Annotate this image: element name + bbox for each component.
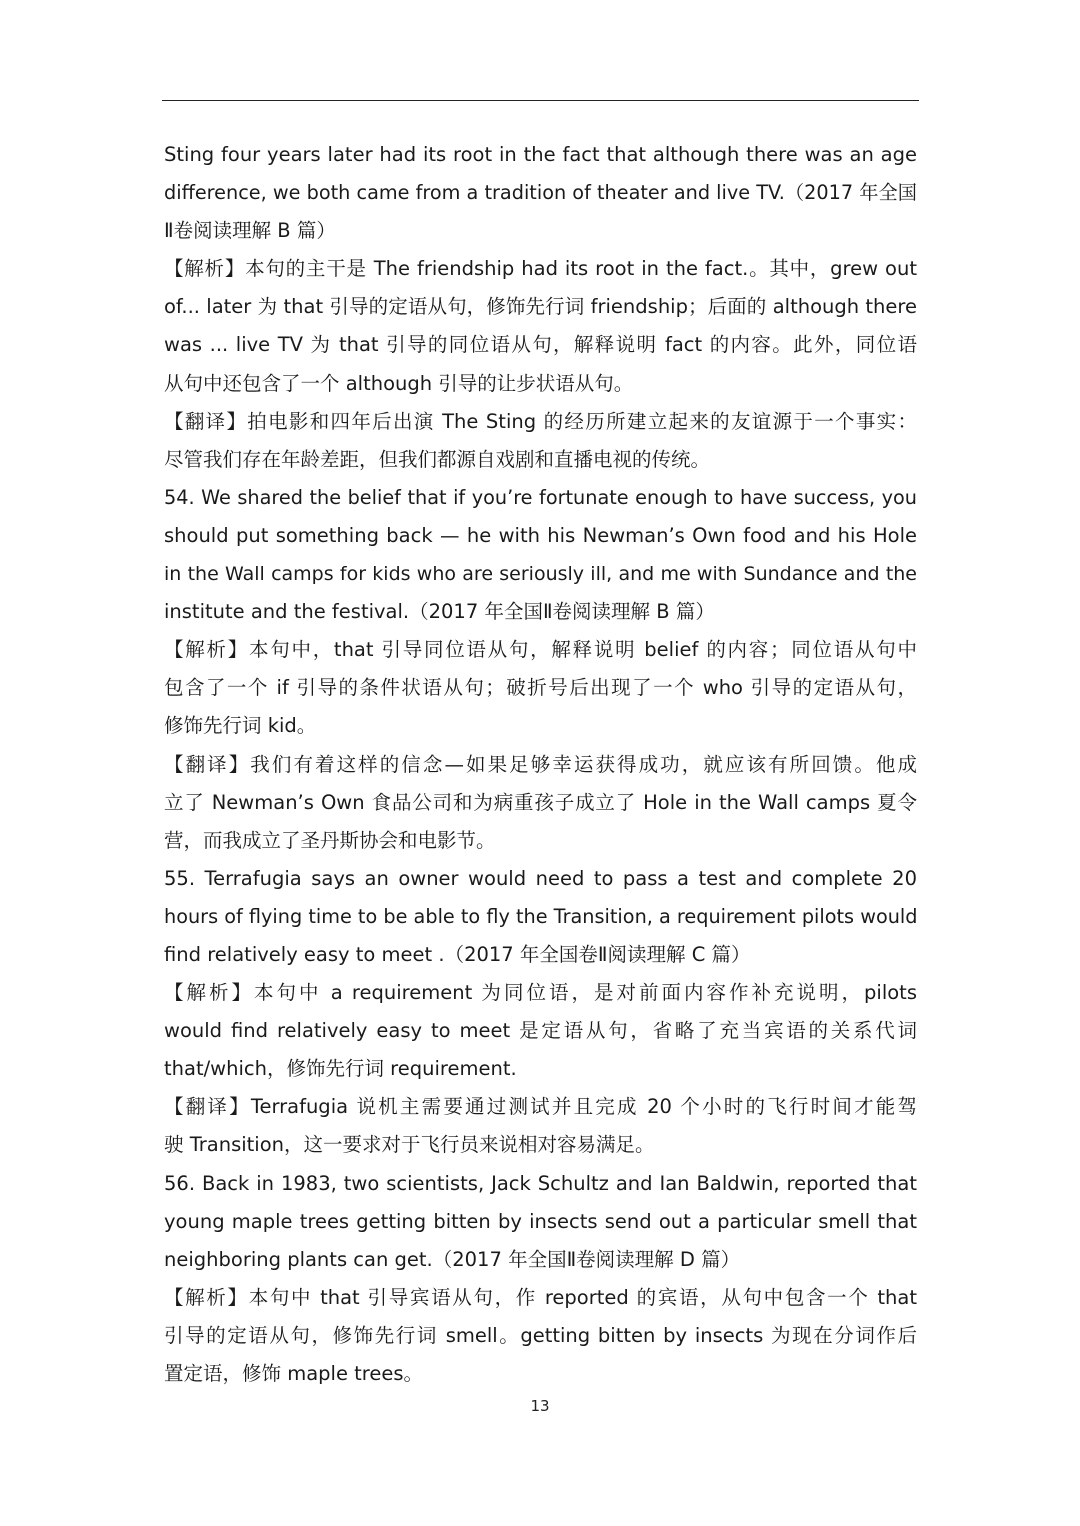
text-line: that/which，修饰先行词 requirement. bbox=[164, 1057, 517, 1081]
text-line: 引导的定语从句，修饰先行词 smell。getting bitten by insects 为现在分词作后 bbox=[164, 1323, 917, 1347]
text-line: in the Wall camps for kids who are seriously ill, and me with Sundance and the bbox=[164, 563, 917, 586]
document-body bbox=[164, 136, 917, 1393]
text-line: 营，而我成立了圣丹斯协会和电影节。 bbox=[164, 828, 496, 852]
text-line: 【翻译】拍电影和四年后出演 The Sting 的经历所建立起来的友谊源于一个事实： bbox=[164, 409, 917, 433]
text-line: 修饰先行词 kid。 bbox=[164, 714, 317, 738]
text-line: 【解析】本句中 that 引导宾语从句，作 reported 的宾语，从句中包含一个 that bbox=[164, 1285, 917, 1309]
text-line: 包含了一个 if 引导的条件状语从句；破折号后出现了一个 who 引导的定语从句， bbox=[164, 676, 917, 700]
text-line: difference, we both came from a tradition of theater and live TV.（2017 年全国 bbox=[164, 181, 917, 205]
text-line: 尽管我们存在年龄差距，但我们都源自戏剧和直播电视的传统。 bbox=[164, 447, 711, 471]
text-line: 55. Terrafugia says an owner would need to pass a test and complete 20 bbox=[164, 866, 917, 890]
text-line: 立了 Newman’s Own 食品公司和为病重孩子成立了 Hole in the Wall camps 夏令 bbox=[164, 790, 917, 814]
text-line: should put something back — he with his Newman’s Own food and his Hole bbox=[164, 523, 917, 547]
text-line: Ⅱ卷阅读理解 B 篇） bbox=[164, 219, 336, 243]
text-line: 置定语，修饰 maple trees。 bbox=[164, 1362, 424, 1385]
text-line: find relatively easy to meet .（2017 年全国卷Ⅱ阅读理解 C 篇） bbox=[164, 942, 751, 966]
text-line: 54. We shared the belief that if you’re fortunate enough to have success, you bbox=[164, 485, 917, 509]
text-line: 【解析】本句的主干是 The friendship had its root in the fact.。其中，grew out bbox=[164, 257, 917, 281]
text-line: of... later 为 that 引导的定语从句，修饰先行词 friendship；后面的 although there bbox=[164, 295, 917, 319]
text-line: hours of flying time to be able to fly the Transition, a requirement pilots would bbox=[164, 904, 918, 928]
text-line: Sting four years later had its root in the fact that although there was an age bbox=[164, 143, 917, 166]
text-line: would find relatively easy to meet 是定语从句，省略了充当宾语的关系代词 bbox=[164, 1019, 917, 1043]
text-line: 【翻译】Terrafugia 说机主需要通过测试并且完成 20 个小时的飞行时间才能驾 bbox=[164, 1095, 917, 1119]
text-line: 【翻译】我们有着这样的信念—如果足够幸运获得成功，就应该有所回馈。他成 bbox=[164, 752, 917, 776]
text-line: 56. Back in 1983, two scientists, Jack Schultz and Ian Baldwin, reported that bbox=[164, 1171, 917, 1195]
text-line: institute and the festival.（2017 年全国Ⅱ卷阅读理解 B 篇） bbox=[164, 600, 715, 624]
text-line: young maple trees getting bitten by insects send out a particular smell that bbox=[164, 1209, 917, 1233]
text-line: 【解析】本句中，that 引导同位语从句，解释说明 belief 的内容；同位语从句中 bbox=[164, 638, 917, 662]
header-rule bbox=[162, 100, 919, 101]
text-line: neighboring plants can get.（2017 年全国Ⅱ卷阅读理解 D 篇） bbox=[164, 1247, 741, 1271]
page-number: 13 bbox=[530, 1397, 550, 1415]
text-line: 驶 Transition，这一要求对于飞行员来说相对容易满足。 bbox=[164, 1133, 655, 1157]
text-line: was ... live TV 为 that 引导的同位语从句，解释说明 fact 的内容。此外，同位语 bbox=[164, 333, 917, 357]
text-line: 【解析】本句中 a requirement 为同位语，是对前面内容作补充说明，pilots bbox=[164, 981, 917, 1005]
text-line: 从句中还包含了一个 although 引导的让步状语从句。 bbox=[164, 371, 634, 395]
